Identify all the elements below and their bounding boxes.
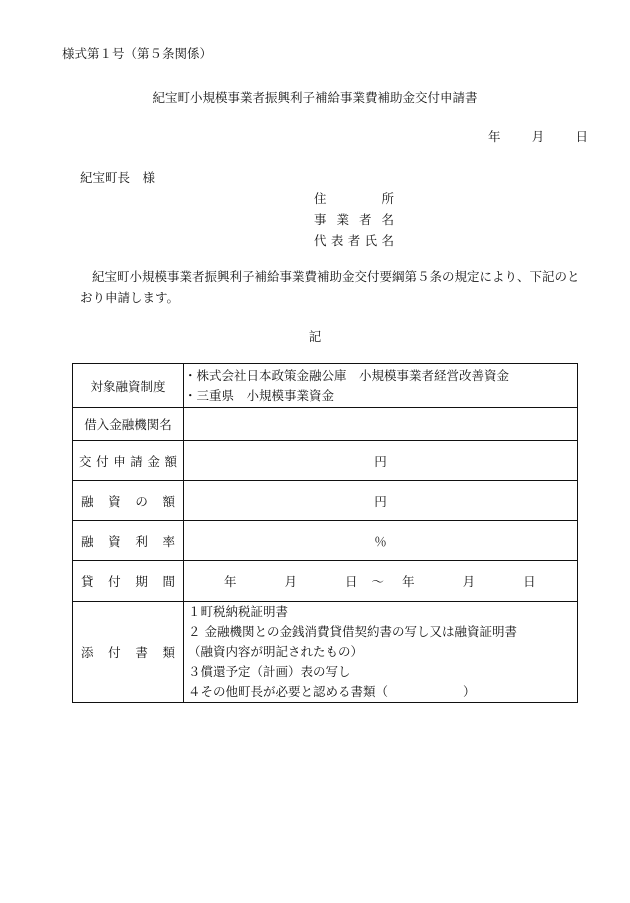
record-heading: 記 [308,329,322,344]
loan-system-label: 対象融資制度 [73,364,184,408]
loan-system-option-1: ・株式会社日本政策金融公庫 小規模事業者経営改善資金 [184,367,510,383]
requested-amount-value[interactable] [184,441,578,481]
table-row-loan-amount [73,481,578,521]
interest-rate-value[interactable] [184,521,578,561]
attachment-item: （融資内容が明記されたもの） [188,644,364,659]
body-text: 紀宝町小規模事業者振興利子補給事業費補助金交付要綱第５条の規定により、下記のとおり申請します。 [80,269,580,305]
form-number: 様式第１号（第５条関係） [62,46,213,61]
requested-amount-unit: 円 [374,453,387,469]
date-month: 月 [531,129,545,144]
table-row-attachments [73,602,578,703]
addressee: 紀宝町長 様 [80,170,156,185]
applicant-business-label: 事 業 者 名 [314,212,394,227]
interest-rate-label: 融 資 利 率 [73,521,184,561]
applicant-block [314,188,394,251]
loan-amount-value[interactable] [184,481,578,521]
bank-value[interactable] [184,408,578,441]
attachment-item: ２ 金融機関との金銭消費貸借契約書の写し又は融資証明書 [188,624,517,639]
loan-period-value[interactable]: 年 月 日 ～ 年 月 日 [184,561,578,602]
table-row-loan-system [73,364,578,408]
document-title: 紀宝町小規模事業者振興利子補給事業費補助金交付申請書 [152,90,478,105]
table-row-bank [73,408,578,441]
applicant-representative-label: 代 表 者 氏 名 [314,233,394,248]
requested-amount-label: 交 付 申 請 金 額 [73,441,184,481]
attachment-item: ４その他町長が必要と認める書類（ ） [188,684,476,699]
date-day: 日 [575,129,588,144]
applicant-address-label: 住 所 [314,191,394,206]
date-year: 年 [488,129,501,144]
date-line [488,127,588,145]
table-row-loan-period [73,561,578,602]
table-row-requested-amount [73,441,578,481]
table-row-interest-rate [73,521,578,561]
loan-system-option-2: ・三重県 小規模事業資金 [184,387,335,403]
loan-system-value[interactable] [184,364,578,408]
loan-amount-unit: 円 [374,493,387,509]
application-table [72,363,578,703]
loan-amount-label: 融 資 の 額 [73,481,184,521]
attachments-label: 添 付 書 類 [73,602,184,703]
loan-period-label: 貸 付 期 間 [73,561,184,602]
attachment-item: ３償還予定（計画）表の写し [188,664,351,679]
bank-label: 借入金融機関名 [73,408,184,441]
attachment-item: １町税納税証明書 [188,604,289,619]
interest-rate-unit: ％ [374,533,387,549]
attachments-list [184,602,578,703]
